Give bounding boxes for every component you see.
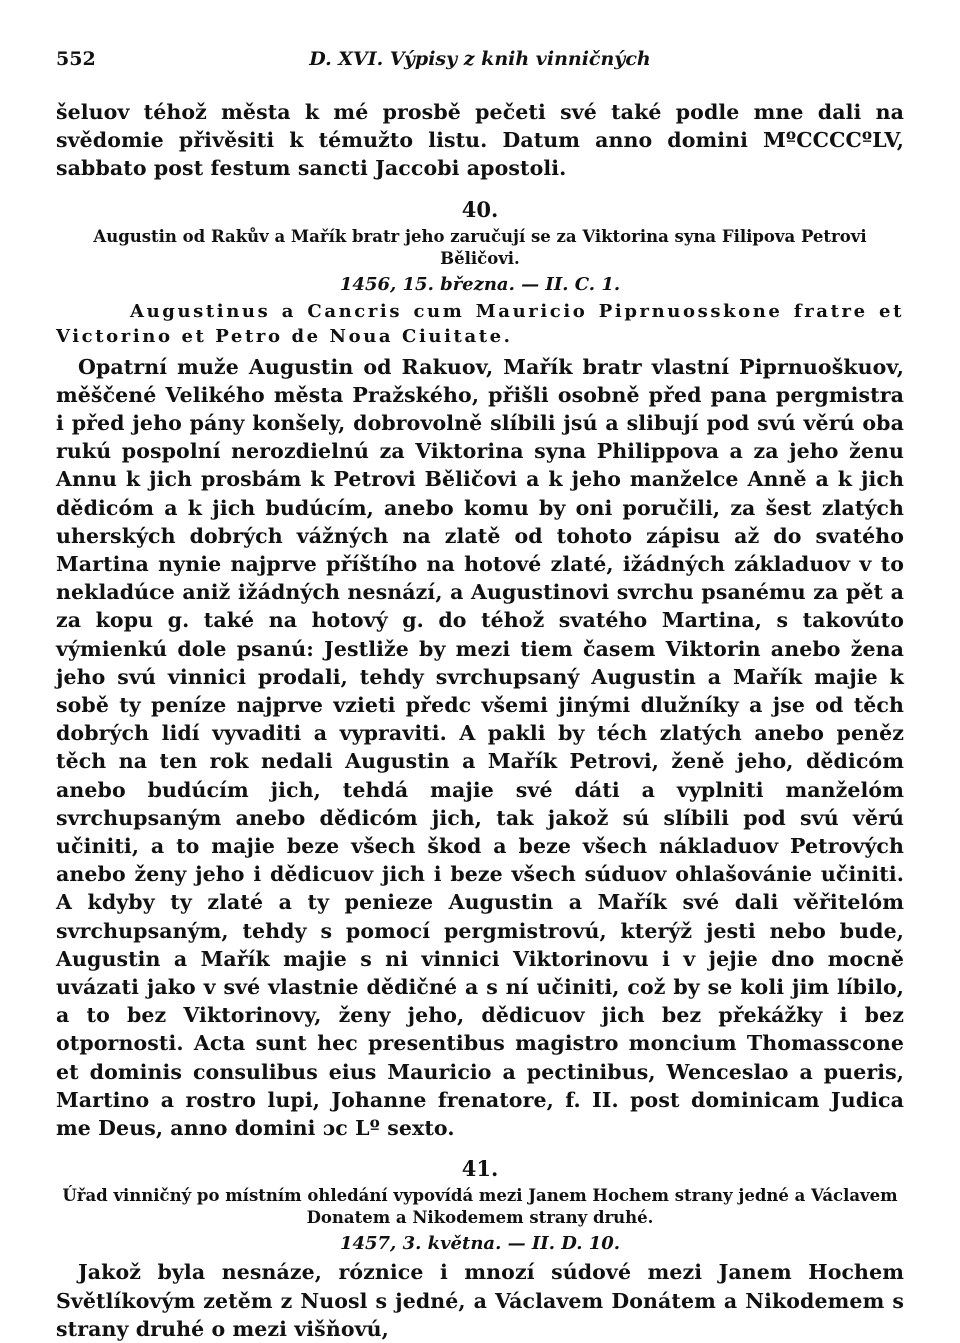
page-number: 552 — [56, 48, 96, 70]
document-41 — [56, 1156, 904, 1343]
dateline: 1456, 15. března. — II. C. 1. — [339, 273, 621, 295]
latin-regest: Augustinus a Cancris cum Mauricio Piprnuosskone fratre et Victorino et Petro de Noua Ciuitate. — [56, 300, 904, 347]
page-header — [56, 38, 904, 72]
czech-regest: Úřad vinničný po místním ohledání vypovídá mezi Janem Hochem strany jedné a Václavem Donatem a Nikodemem strany druhé. — [62, 1186, 898, 1228]
document-text: Opatrní muže Augustin od Rakuov, Mařík bratr vlastní Piprnuoškuov, měščené Velikého města Pražského, přišli osobně před pana pergmistra i před jeho pány konšely, dobrovolně slíbili jsú a slibují pod svú věrú oba rukú pospolní nerozdielnú za Viktorina syna Philippova a za jeho ženu Annu k jich prosbám k Petrovi Běličovi a k jeho manželce Anně a k jich dědicóm a k jich budúcím, anebo komu by oni poručili, za šest zlatých uherských dobrých vážných na zlatě od tohoto zápisu až do svatého Martina nynie najprve příštího na hotové zlaté, ižádných základuov v to nekladúce aniž ižádných nesnází, a Augustinovi svrchu psanému za pět a za kopu g. také na hotový g. do téhož svatého Martina, s takovúto výmienkú dole psanú: Jestliže by mezi tiem časem Viktorin anebo žena jeho svú vinnici prodali, tehdy svrchupsaný Augustin a Mařík majie k sobě ty peníze najprve vzieti předc všemi jinými dlužníky a jse od těch dobrých lidí vyvaditi a vypraviti. A pakli by téch zlatých anebo peněz těch na ten rok nedali Augustin a Mařík Petrovi, ženě jeho, dědicóm anebo budúcím jich, tehdá majie své dáti a vyplniti manželóm svrchupsaným anebo dědicóm jich, tak jakož sú slíbili pod svú věrú učiniti, a to majie beze všech škod a beze všech nákladuov Petrových anebo ženy jeho i dědicuov jich i beze všech súduov ohlašovánie učiniti. A kdyby ty zlaté a ty penieze Augustin a Mařík své dali věřitelóm svrchupsaným, tehdy s pomocí pergmistrovú, kterýž jesti nebo bude, Augustin a Mařík majie s ni vinnici Viktorinovu i v jejie dno mocně uvázati jako v své vlastnie dědičné a s ní učiniti, což by se koli jim líbilo, a to bez Viktorinovy, ženy jeho, dědicuov jich bez překážky i bez otpornosti. Acta sunt hec presentibus magistro moncium Thomasscone et dominis consulibus eius Mauricio a pectinibus, Wenceslao a pueris, Martino a rostro lupi, Johanne frenatore, f. II. post dominicam Judica me Deus, anno domini ɔc Lº sexto. — [56, 354, 904, 1141]
document-number: 41. — [461, 1156, 499, 1182]
document-text: Jakož byla nesnáze, róznice i mnozí súdové mezi Janem Hochem Světlíkovým zetěm z Nuosl s jedné, a Václavem Donátem a Nikodemem s strany druhé o mezi višňovú, — [56, 1260, 904, 1341]
running-head: D. XVI. Výpisy z knih vinničných — [309, 48, 651, 70]
czech-regest: Augustin od Rakův a Mařík bratr jeho zaručují se za Viktorina syna Filipova Petrovi Běličovi. — [93, 226, 867, 268]
document-number: 40. — [461, 196, 499, 222]
document-40 — [56, 197, 904, 1143]
dateline: 1457, 3. května. — II. D. 10. — [339, 1233, 621, 1255]
carryover-paragraph: šeluov téhož města k mé prosbě pečeti své také podle mne dali na svědomie přivěsiti k témužto listu. Datum anno domini MºCCCCºLV, sabbato post festum sancti Jaccobi apostoli. — [56, 100, 904, 181]
